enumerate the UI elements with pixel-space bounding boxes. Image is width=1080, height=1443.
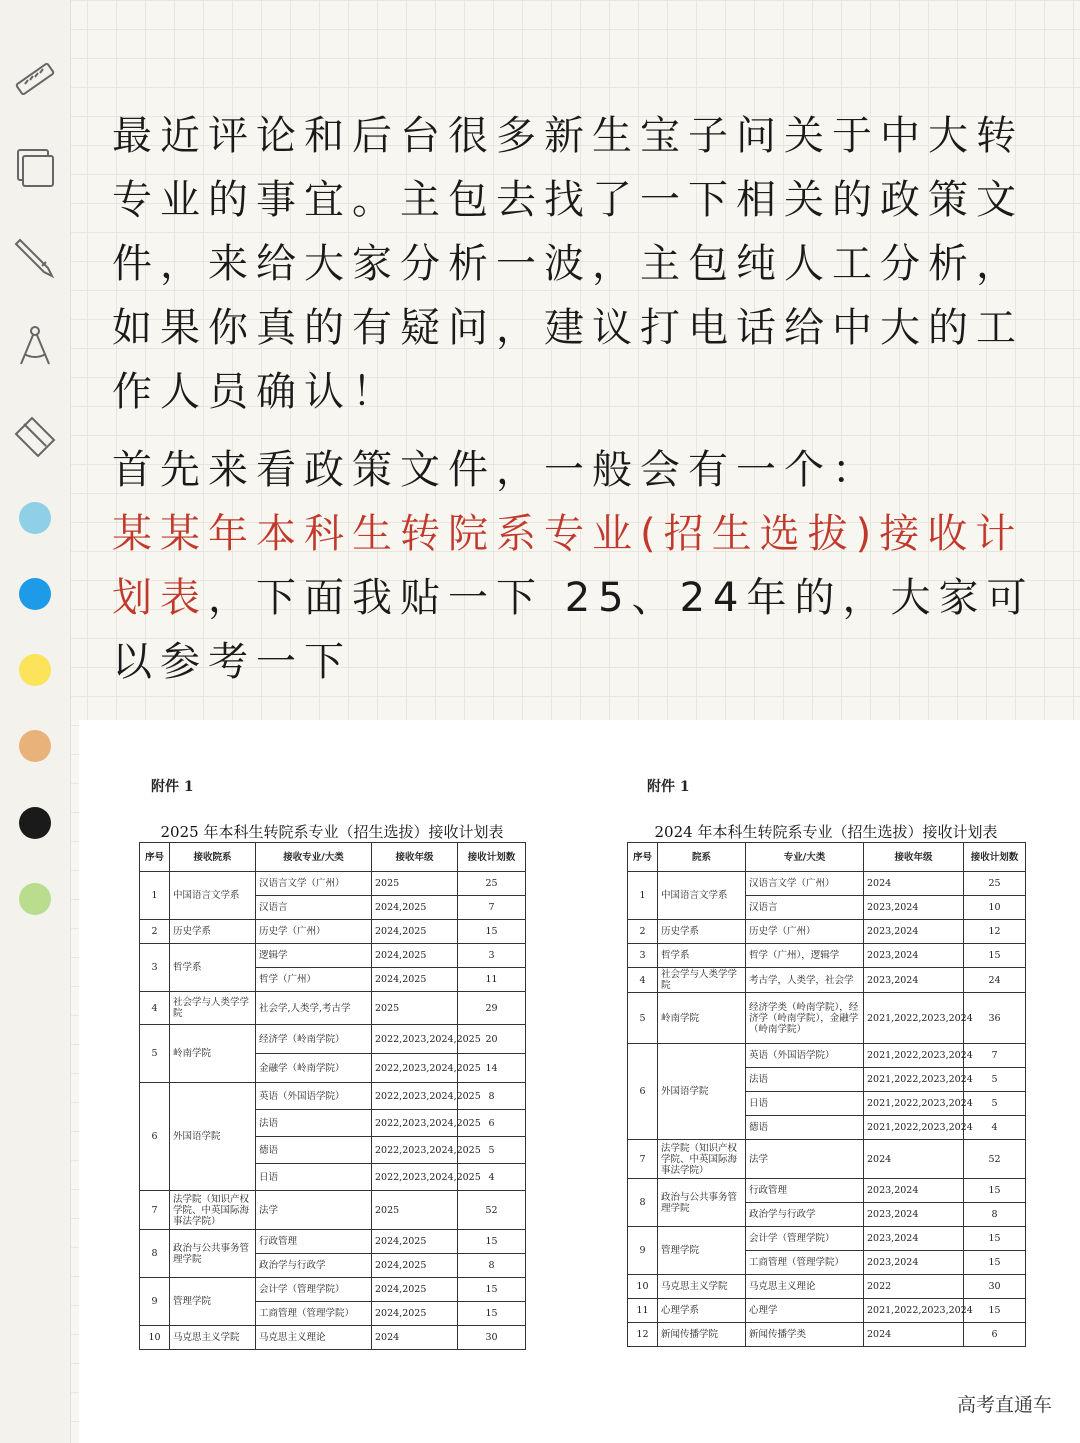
department-cell: 马克思主义学院	[170, 1326, 256, 1350]
department-cell: 法学院（知识产权学院、中英国际海事法学院）	[170, 1191, 256, 1230]
quota-cell: 15	[964, 944, 1026, 968]
grade-cell: 2021,2022,2023,2024	[864, 1044, 964, 1068]
quota-cell: 52	[458, 1191, 526, 1230]
table-row	[628, 1140, 1026, 1179]
quota-cell: 5	[458, 1137, 526, 1164]
major-cell: 逻辑学	[256, 944, 372, 968]
quota-cell: 29	[458, 992, 526, 1025]
department-cell: 哲学系	[658, 944, 746, 968]
table-row	[140, 1083, 526, 1110]
quota-cell: 15	[964, 1299, 1026, 1323]
major-cell: 政治学与行政学	[256, 1254, 372, 1278]
column-header: 接收院系	[170, 843, 256, 872]
intro-paragraph-2-start: 首先来看政策文件，一般会有一个：	[112, 447, 880, 493]
department-cell: 马克思主义学院	[658, 1275, 746, 1299]
table-row	[628, 1227, 1026, 1251]
major-cell: 法学	[746, 1140, 864, 1179]
plan-table-2025	[139, 842, 526, 1350]
grade-cell: 2022,2023,2024,2025	[372, 1054, 458, 1083]
row-number: 5	[140, 1025, 170, 1083]
row-number: 3	[140, 944, 170, 992]
table-row	[628, 1179, 1026, 1203]
row-number: 4	[140, 992, 170, 1025]
major-cell: 哲学（广州），逻辑学	[746, 944, 864, 968]
major-cell: 历史学（广州）	[256, 920, 372, 944]
quota-cell: 15	[458, 1302, 526, 1326]
department-cell: 管理学院	[170, 1278, 256, 1326]
layers-icon[interactable]	[12, 146, 58, 192]
row-number: 2	[140, 920, 170, 944]
department-cell: 哲学系	[170, 944, 256, 992]
grade-cell: 2024,2025	[372, 944, 458, 968]
intro-paragraph-2-end: ，下面我贴一下 25、24年的，大家可以参考一下	[112, 575, 1035, 685]
grade-cell: 2023,2024	[864, 1227, 964, 1251]
major-cell: 法学	[256, 1191, 372, 1230]
quota-cell: 3	[458, 944, 526, 968]
grade-cell: 2021,2022,2023,2024	[864, 993, 964, 1044]
major-cell: 金融学（岭南学院）	[256, 1054, 372, 1083]
major-cell: 会计学（管理学院）	[746, 1227, 864, 1251]
intro-highlight: 某某年本科生转院系专业(招生选拔)接收计划表	[112, 511, 1024, 621]
quota-cell: 25	[964, 872, 1026, 896]
quota-cell: 7	[458, 896, 526, 920]
grade-cell: 2022,2023,2024,2025	[372, 1137, 458, 1164]
quota-cell: 25	[458, 872, 526, 896]
major-cell: 法语	[256, 1110, 372, 1137]
grade-cell: 2024	[372, 1326, 458, 1350]
row-number: 3	[628, 944, 658, 968]
column-header: 接收年级	[864, 843, 964, 872]
grade-cell: 2022,2023,2024,2025	[372, 1025, 458, 1054]
row-number: 8	[140, 1230, 170, 1278]
quota-cell: 6	[458, 1110, 526, 1137]
quota-cell: 15	[458, 1278, 526, 1302]
major-cell: 英语（外国语学院）	[256, 1083, 372, 1110]
quota-cell: 8	[458, 1254, 526, 1278]
department-cell: 外国语学院	[658, 1044, 746, 1140]
major-cell: 新闻传播学类	[746, 1323, 864, 1347]
table-row	[140, 1025, 526, 1054]
major-cell: 汉语言文学（广州）	[256, 872, 372, 896]
color-swatch-orange[interactable]	[19, 730, 51, 762]
quota-cell: 4	[964, 1116, 1026, 1140]
major-cell: 汉语言	[746, 896, 864, 920]
quota-cell: 52	[964, 1140, 1026, 1179]
document-image	[79, 720, 1080, 1443]
quota-cell: 5	[964, 1092, 1026, 1116]
department-cell: 管理学院	[658, 1227, 746, 1275]
quota-cell: 15	[458, 1230, 526, 1254]
row-number: 5	[628, 993, 658, 1044]
plan-table-2024	[627, 842, 1026, 1347]
row-number: 7	[628, 1140, 658, 1179]
table-row	[628, 1275, 1026, 1299]
grade-cell: 2021,2022,2023,2024	[864, 1116, 964, 1140]
row-number: 8	[628, 1179, 658, 1227]
color-swatch-blue[interactable]	[19, 578, 51, 610]
grade-cell: 2022,2023,2024,2025	[372, 1110, 458, 1137]
table-row	[628, 872, 1026, 896]
column-header: 接收计划数	[458, 843, 526, 872]
major-cell: 日语	[256, 1164, 372, 1191]
major-cell: 历史学（广州）	[746, 920, 864, 944]
grade-cell: 2024	[864, 1323, 964, 1347]
quota-cell: 36	[964, 993, 1026, 1044]
grade-cell: 2024	[864, 872, 964, 896]
grade-cell: 2022,2023,2024,2025	[372, 1083, 458, 1110]
major-cell: 德语	[746, 1116, 864, 1140]
table-row	[140, 1326, 526, 1350]
grade-cell: 2024,2025	[372, 1302, 458, 1326]
table-row	[628, 920, 1026, 944]
grade-cell: 2025	[372, 992, 458, 1025]
major-cell: 汉语言	[256, 896, 372, 920]
grade-cell: 2025	[372, 1191, 458, 1230]
quota-cell: 10	[964, 896, 1026, 920]
quota-cell: 4	[458, 1164, 526, 1191]
color-swatch-black[interactable]	[19, 807, 51, 839]
major-cell: 社会学,人类学,考古学	[256, 992, 372, 1025]
row-number: 10	[140, 1326, 170, 1350]
quota-cell: 14	[458, 1054, 526, 1083]
row-number: 2	[628, 920, 658, 944]
department-cell: 法学院（知识产权学院、中英国际海事法学院）	[658, 1140, 746, 1179]
table-title-2025: 2025 年本科生转院系专业（招生选拔）接收计划表	[160, 823, 504, 841]
grade-cell: 2024,2025	[372, 896, 458, 920]
row-number: 7	[140, 1191, 170, 1230]
grade-cell: 2023,2024	[864, 944, 964, 968]
major-cell: 经济学类（岭南学院），经济学（岭南学院），金融学（岭南学院）	[746, 993, 864, 1044]
department-cell: 历史学系	[170, 920, 256, 944]
major-cell: 法语	[746, 1068, 864, 1092]
table-row	[628, 1044, 1026, 1068]
color-swatch-green[interactable]	[19, 883, 51, 915]
grade-cell: 2023,2024	[864, 1251, 964, 1275]
table-row	[628, 993, 1026, 1044]
major-cell: 考古学，人类学，社会学	[746, 968, 864, 993]
grade-cell: 2024,2025	[372, 1230, 458, 1254]
table-row	[628, 1323, 1026, 1347]
major-cell: 心理学	[746, 1299, 864, 1323]
grade-cell: 2023,2024	[864, 1203, 964, 1227]
department-cell: 历史学系	[658, 920, 746, 944]
quota-cell: 7	[964, 1044, 1026, 1068]
quota-cell: 11	[458, 968, 526, 992]
grade-cell: 2023,2024	[864, 1179, 964, 1203]
table-row	[628, 1299, 1026, 1323]
major-cell: 工商管理（管理学院）	[746, 1251, 864, 1275]
column-header: 院系	[658, 843, 746, 872]
grade-cell: 2022,2023,2024,2025	[372, 1164, 458, 1191]
column-header: 序号	[140, 843, 170, 872]
major-cell: 行政管理	[746, 1179, 864, 1203]
major-cell: 马克思主义理论	[746, 1275, 864, 1299]
grade-cell: 2024,2025	[372, 1254, 458, 1278]
major-cell: 工商管理（管理学院）	[256, 1302, 372, 1326]
major-cell: 英语（外国语学院）	[746, 1044, 864, 1068]
major-cell: 会计学（管理学院）	[256, 1278, 372, 1302]
quota-cell: 8	[458, 1083, 526, 1110]
row-number: 1	[628, 872, 658, 920]
column-header: 序号	[628, 843, 658, 872]
table-row	[140, 944, 526, 968]
major-cell: 日语	[746, 1092, 864, 1116]
attachment-label-2024: 附件 1	[647, 779, 690, 795]
column-header: 接收计划数	[964, 843, 1026, 872]
department-cell: 岭南学院	[170, 1025, 256, 1083]
table-row	[628, 968, 1026, 993]
watermark: 高考直通车	[956, 1394, 1052, 1416]
pencil-icon[interactable]	[12, 234, 58, 280]
quota-cell: 15	[458, 920, 526, 944]
intro-paragraph-1: 最近评论和后台很多新生宝子问关于中大转专业的事宜。主包去找了一下相关的政策文件，来给大家分析一波，主包纯人工分析，如果你真的有疑问，建议打电话给中大的工作人员确认！	[112, 113, 1024, 415]
department-cell: 心理学系	[658, 1299, 746, 1323]
department-cell: 外国语学院	[170, 1083, 256, 1191]
intro-text	[112, 104, 1042, 694]
quota-cell: 8	[964, 1203, 1026, 1227]
column-header: 接收专业/大类	[256, 843, 372, 872]
grade-cell: 2021,2022,2023,2024	[864, 1299, 964, 1323]
department-cell: 中国语言文学系	[658, 872, 746, 920]
column-header: 接收年级	[372, 843, 458, 872]
department-cell: 中国语言文学系	[170, 872, 256, 920]
grade-cell: 2025	[372, 872, 458, 896]
quota-cell: 12	[964, 920, 1026, 944]
table-title-2024: 2024 年本科生转院系专业（招生选拔）接收计划表	[654, 823, 998, 841]
table-row	[140, 1191, 526, 1230]
row-number: 9	[140, 1278, 170, 1326]
quota-cell: 6	[964, 1323, 1026, 1347]
table-row	[140, 992, 526, 1025]
quota-cell: 30	[458, 1326, 526, 1350]
row-number: 6	[140, 1083, 170, 1191]
row-number: 11	[628, 1299, 658, 1323]
color-swatch-yellow[interactable]	[19, 654, 51, 686]
grade-cell: 2023,2024	[864, 896, 964, 920]
grade-cell: 2024,2025	[372, 1278, 458, 1302]
table-row	[628, 944, 1026, 968]
department-cell: 新闻传播学院	[658, 1323, 746, 1347]
row-number: 10	[628, 1275, 658, 1299]
grade-cell: 2021,2022,2023,2024	[864, 1068, 964, 1092]
major-cell: 政治学与行政学	[746, 1203, 864, 1227]
table-row	[140, 1278, 526, 1302]
ruler-icon[interactable]	[12, 56, 58, 102]
quota-cell: 5	[964, 1068, 1026, 1092]
quota-cell: 24	[964, 968, 1026, 993]
major-cell: 经济学（岭南学院）	[256, 1025, 372, 1054]
quota-cell: 20	[458, 1025, 526, 1054]
grade-cell: 2023,2024	[864, 968, 964, 993]
grade-cell: 2021,2022,2023,2024	[864, 1092, 964, 1116]
row-number: 12	[628, 1323, 658, 1347]
eraser-icon[interactable]	[12, 414, 58, 460]
major-cell: 行政管理	[256, 1230, 372, 1254]
row-number: 4	[628, 968, 658, 993]
table-row	[140, 920, 526, 944]
row-number: 6	[628, 1044, 658, 1140]
row-number: 9	[628, 1227, 658, 1275]
left-toolbar	[0, 0, 71, 1443]
row-number: 1	[140, 872, 170, 920]
department-cell: 政治与公共事务管理学院	[170, 1230, 256, 1278]
quota-cell: 15	[964, 1251, 1026, 1275]
grade-cell: 2024,2025	[372, 968, 458, 992]
attachment-label-2025: 附件 1	[151, 779, 194, 795]
quota-cell: 15	[964, 1179, 1026, 1203]
compass-icon[interactable]	[12, 322, 58, 368]
grade-cell: 2023,2024	[864, 920, 964, 944]
color-swatch-light-blue[interactable]	[19, 502, 51, 534]
table-row	[140, 872, 526, 896]
column-header: 专业/大类	[746, 843, 864, 872]
department-cell: 社会学与人类学学院	[170, 992, 256, 1025]
major-cell: 马克思主义理论	[256, 1326, 372, 1350]
major-cell: 哲学（广州）	[256, 968, 372, 992]
table-row	[140, 1230, 526, 1254]
grade-cell: 2024,2025	[372, 920, 458, 944]
department-cell: 社会学与人类学学院	[658, 968, 746, 993]
major-cell: 汉语言文学（广州）	[746, 872, 864, 896]
department-cell: 政治与公共事务管理学院	[658, 1179, 746, 1227]
quota-cell: 30	[964, 1275, 1026, 1299]
quota-cell: 15	[964, 1227, 1026, 1251]
intro-paragraph-2	[112, 438, 1042, 694]
grade-cell: 2022	[864, 1275, 964, 1299]
department-cell: 岭南学院	[658, 993, 746, 1044]
major-cell: 德语	[256, 1137, 372, 1164]
grade-cell: 2024	[864, 1140, 964, 1179]
